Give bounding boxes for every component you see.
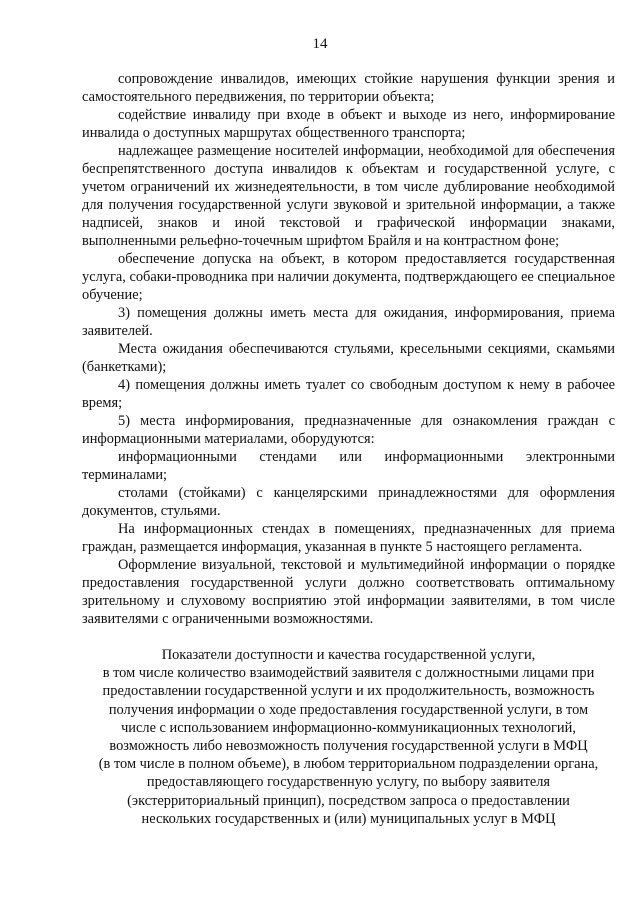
- body-text: [82, 70, 615, 628]
- paragraph-information-design: Оформление визуальной, текстовой и мультимедийной информации о порядке предоставления государственной услуги должно соответствовать оптимальному зрительному и слуховому восприятию этой информации заявителями, в том числе заявителями с ограниченными возможностями.: [82, 557, 615, 627]
- heading-line: нескольких государственных и (или) муниципальных услуг в МФЦ: [141, 810, 556, 827]
- paragraph-information-carriers: надлежащее размещение носителей информации, необходимой для обеспечения беспрепятственного доступа инвалидов к объектам и государственной услуге, с учетом ограничений их жизнедеятельности, в том числе дублирование необходимой для получения государственной услуги звуковой и зрительной информации, а также надписей, знаков и иной текстовой и графической информации знаками, выполненными рельефно-точечным шрифтом Брайля и на контрастном фоне;: [82, 143, 615, 249]
- paragraph-information-places: 5) места информирования, предназначенные для ознакомления граждан с информационными материалами, оборудуются:: [82, 413, 615, 447]
- paragraph-entry-assistance: содействие инвалиду при входе в объект и выходе из него, информирование инвалида о доступных маршрутах общественного транспорта;: [82, 107, 615, 141]
- section-heading: [82, 646, 615, 828]
- page-number: 14: [312, 36, 328, 52]
- heading-line: получения информации о ходе предоставления государственной услуги, в том: [108, 701, 589, 718]
- heading-line: возможность либо невозможность получения государственной услуги в МФЦ: [109, 738, 588, 755]
- heading-line: (экстерриториальный принцип), посредством запроса о предоставлении: [127, 792, 570, 809]
- paragraph-guide-dog-access: обеспечение допуска на объект, в котором предоставляется государственная услуга, собаки-проводника при наличии документа, подтверждающего ее специальное обучение;: [82, 251, 615, 303]
- paragraph-waiting-seating: Места ожидания обеспечиваются стульями, кресельными секциями, скамьями (банкетками);: [82, 341, 615, 375]
- paragraph-waiting-places: 3) помещения должны иметь места для ожидания, информирования, приема заявителей.: [82, 305, 615, 339]
- heading-line: предоставлении государственной услуги и их продолжительность, возможность: [102, 683, 595, 700]
- heading-line: в том числе количество взаимодействий заявителя с должностными лицами при: [102, 665, 595, 682]
- paragraph-info-stands: информационными стендами или информационными электронными терминалами;: [82, 449, 615, 483]
- paragraph-stand-information: На информационных стендах в помещениях, предназначенных для приема граждан, размещается информация, указанная в пункте 5 настоящего регламента.: [82, 521, 615, 555]
- paragraph-tables: столами (стойками) с канцелярскими принадлежностями для оформления документов, стульями.: [82, 485, 615, 519]
- heading-line: числе с использованием информационно-коммуникационных технологий,: [121, 719, 576, 736]
- paragraph-escort-disabled: сопровождение инвалидов, имеющих стойкие нарушения функции зрения и самостоятельного передвижения, по территории объекта;: [82, 71, 615, 105]
- paragraph-toilet: 4) помещения должны иметь туалет со свободным доступом к нему в рабочее время;: [82, 377, 615, 411]
- heading-line: Показатели доступности и качества государственной услуги,: [161, 647, 536, 663]
- heading-line: предоставляющего государственную услугу, по выбору заявителя: [146, 774, 551, 791]
- heading-line: (в том числе в полном объеме), в любом территориальном подразделении органа,: [98, 756, 599, 773]
